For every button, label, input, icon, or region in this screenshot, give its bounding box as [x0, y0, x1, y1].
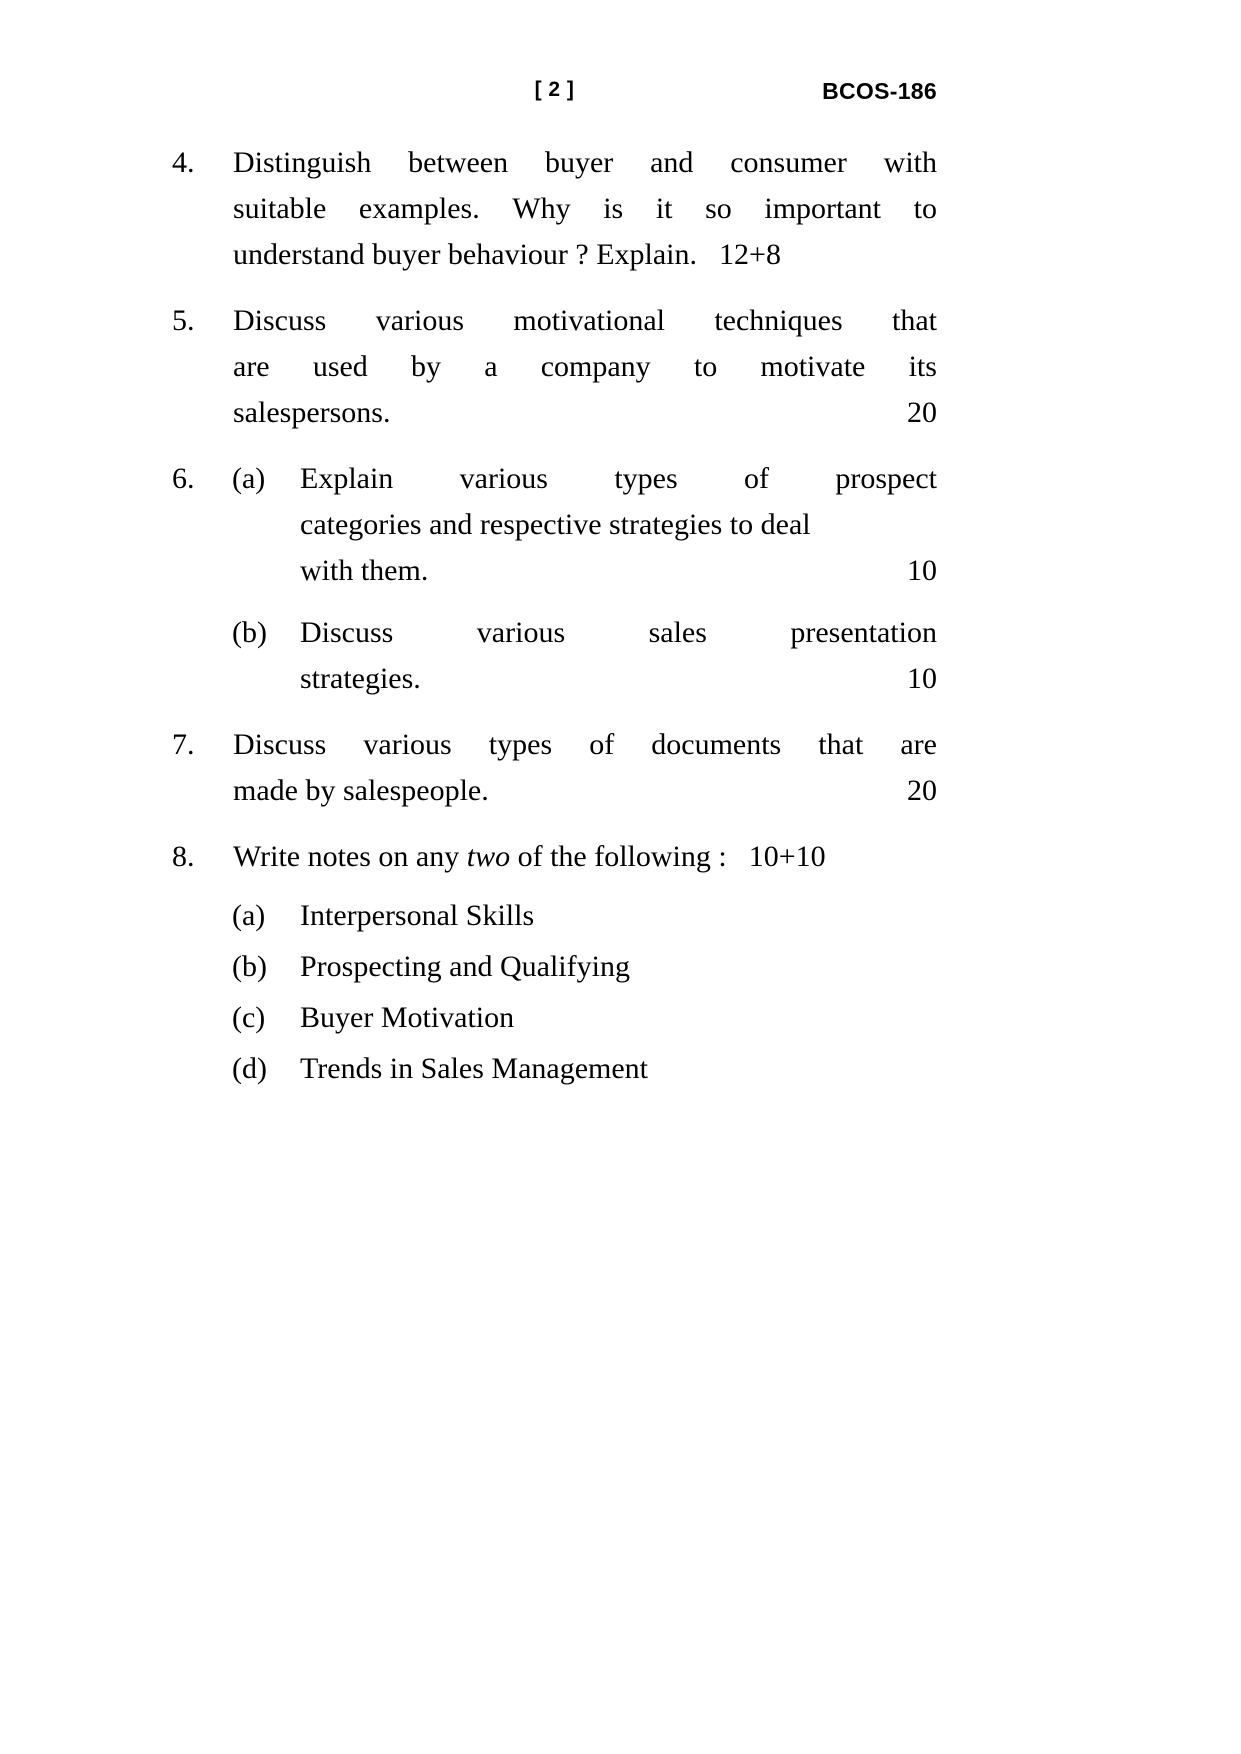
word: and [650, 146, 694, 179]
word: of [589, 728, 615, 761]
question-6a-marks: 10 [907, 554, 937, 587]
word: so [705, 192, 732, 225]
word: various [459, 462, 548, 495]
word: various [363, 728, 452, 761]
word: used [312, 350, 368, 383]
question-item-7 [172, 722, 937, 814]
question-number-6: 6. [172, 462, 195, 495]
question-item-5 [172, 298, 937, 436]
question-8-marks: 10+10 [748, 840, 826, 873]
word: examples. [358, 192, 480, 225]
word: salespersons. [233, 396, 391, 429]
word: prospect [835, 462, 937, 495]
word: types [488, 728, 553, 761]
page-number: [ 2 ] [534, 78, 575, 101]
justified-line [233, 186, 937, 232]
justified-line [233, 834, 937, 880]
question-8-item-d-label: (d) [232, 1052, 267, 1085]
justified-line [233, 722, 937, 768]
question-6a-text [300, 456, 937, 594]
question-5-text [233, 298, 937, 436]
word: company [540, 350, 651, 383]
word: are [233, 350, 270, 383]
question-6a-label: (a) [232, 462, 266, 495]
course-code: BCOS-186 [822, 78, 937, 104]
word: to [693, 350, 718, 383]
word: with them. [300, 554, 429, 587]
justified-line [300, 502, 937, 548]
question-8-item-d-text: Trends in Sales Management [300, 1052, 649, 1085]
word: that [891, 304, 937, 337]
word: strategies. [300, 662, 421, 695]
question-7-marks: 20 [907, 774, 937, 807]
question-number-5: 5. [172, 304, 195, 337]
word: understand buyer behaviour ? Explain. [233, 238, 698, 271]
word: it [655, 192, 673, 225]
justified-line [300, 656, 937, 702]
word: various [476, 616, 566, 649]
word: by [411, 350, 441, 383]
justified-line [233, 344, 937, 390]
question-8-stem-emphasis: two [466, 840, 511, 873]
question-5-line-1 [172, 298, 937, 436]
question-number-8: 8. [172, 840, 195, 873]
word: various [375, 304, 465, 337]
justified-line [233, 140, 937, 186]
word: important [764, 192, 882, 225]
justified-line [233, 390, 937, 436]
question-8-item-d [172, 1043, 937, 1094]
question-8-item-b-label: (b) [232, 950, 267, 983]
justified-line [300, 456, 937, 502]
question-8-text [233, 834, 937, 880]
justified-line [300, 610, 937, 656]
question-6b-label: (b) [232, 616, 267, 649]
word: presentation [790, 616, 937, 649]
question-4-line-1 [172, 140, 937, 278]
word: documents [651, 728, 782, 761]
justified-line [233, 232, 937, 278]
question-6b-text [300, 610, 937, 702]
word: types [614, 462, 678, 495]
question-item-6 [172, 456, 937, 702]
question-8-item-c-text: Buyer Motivation [300, 1001, 515, 1034]
word: Discuss [233, 304, 327, 337]
word: categories and respective strategies to deal [300, 508, 811, 541]
question-8-item-b [172, 941, 937, 992]
question-8-item-a-text: Interpersonal Skills [300, 899, 535, 932]
question-8-item-c-label: (c) [232, 1001, 266, 1034]
word: Explain [300, 462, 394, 495]
word: sales [648, 616, 707, 649]
question-6a [172, 456, 937, 594]
justified-line [233, 768, 937, 814]
question-item-4 [172, 140, 937, 278]
word: with [883, 146, 937, 179]
word: motivational [513, 304, 665, 337]
word: Why [512, 192, 571, 225]
questions-list [172, 140, 937, 1103]
word: its [908, 350, 937, 383]
question-7-text [233, 722, 937, 814]
word: that [818, 728, 864, 761]
question-8-item-a-label: (a) [232, 899, 266, 932]
question-8-item-c [172, 992, 937, 1043]
word: consumer [730, 146, 847, 179]
word: a [484, 350, 498, 383]
question-5-marks: 20 [907, 396, 937, 429]
word: suitable [233, 192, 327, 225]
word: Distinguish [233, 146, 372, 179]
justified-line [300, 548, 937, 594]
question-8-stem [172, 834, 937, 880]
question-7-line-1 [172, 722, 937, 814]
word: is [603, 192, 624, 225]
question-4-marks: 12+8 [719, 238, 781, 271]
word: between [408, 146, 509, 179]
word: made by salespeople. [233, 774, 489, 807]
word: Discuss [233, 728, 327, 761]
question-number-4: 4. [172, 146, 195, 179]
question-item-8 [172, 834, 937, 1094]
question-8-item-a [172, 890, 937, 941]
word: to [913, 192, 937, 225]
question-6b-marks: 10 [907, 662, 937, 695]
word: techniques [714, 304, 843, 337]
page-header [172, 78, 937, 112]
question-8-stem-post: of the following : [510, 840, 727, 873]
question-8-stem-pre: Write notes on any [233, 840, 467, 873]
word: buyer [544, 146, 614, 179]
word: motivate [760, 350, 866, 383]
word: of [744, 462, 769, 495]
question-6b [172, 610, 937, 702]
word: are [900, 728, 937, 761]
question-8-item-b-text: Prospecting and Qualifying [300, 950, 630, 983]
justified-line [233, 298, 937, 344]
word: Discuss [300, 616, 394, 649]
question-number-7: 7. [172, 728, 195, 761]
question-4-text [233, 140, 937, 278]
